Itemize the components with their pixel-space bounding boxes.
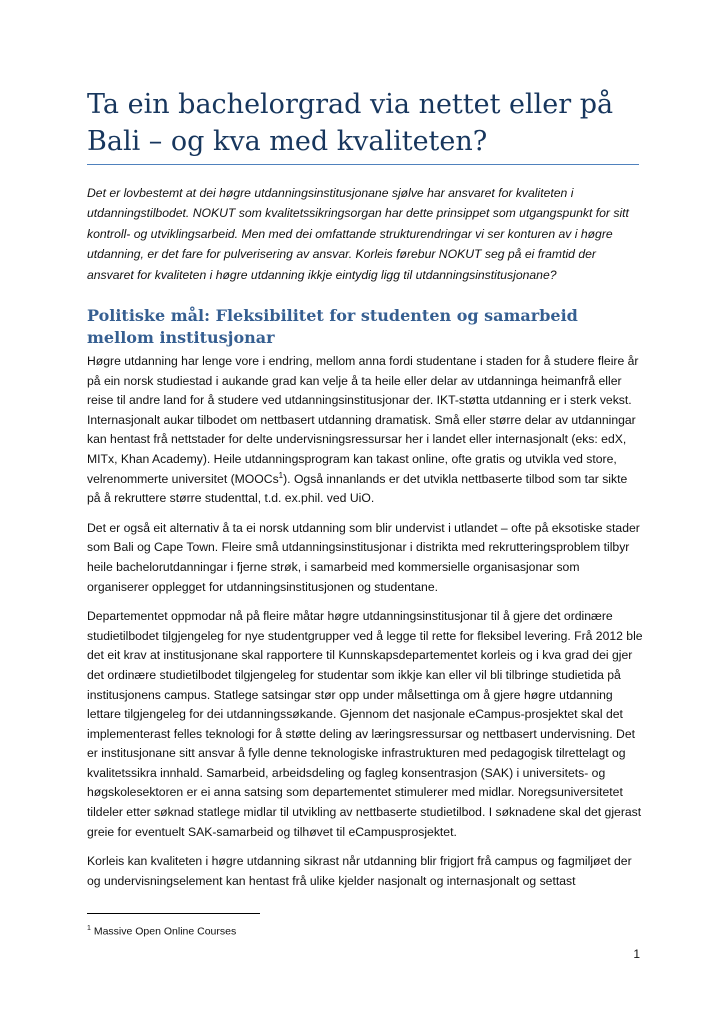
body-paragraph-3: Departementet oppmodar nå på fleire måtar høgre utdanningsinstitusjonar til å gjere det ordinære studietilbodet tilgjengeleg for nye studentgrupper ved å legge til rette for fleksibel levering. Frå 2012 ble det eit krav at institusjonane skal rapportere til Kunnskapsdepartementet korleis og i kva grad dei gjer det ordinære studietilbodet tilgjengeleg for studentar som ikkje kan eller vil bli tilbringe studietida på institusjonens campus. Statlege satsingar stør opp under målsettinga om å gjere høgre utdanning lettare tilgjengeleg for dei utdanningssøkande. Gjennom det nasjonale eCampus-prosjektet skal det implementerast felles teknologi for å støtte deling av læringsressursar og nettbasert undervisning. Det er institusjonane sitt ansvar å fylle denne teknologiske infrastrukturen med pedagogisk tilrettelagt og kvalitetssikra innhald. Samarbeid, arbeidsdeling og fagleg konsentrasjon (SAK) i universitets- og høgskolesektoren er ei anna satsing som departementet stimulerer med midlar. Noregsuniversitetet tildeler etter søknad statlege midlar til utvikling av nettbaserte studietilbod. I søknadene skal det gjerast greie for eventuelt SAK-samarbeid og tilhøvet til eCampusprosjektet. xyxy=(87,609,643,839)
body-paragraph-1 xyxy=(87,352,643,509)
paragraph-1-text: Høgre utdanning har lenge vore i endring, mellom anna fordi studentane i staden for å studere fleire år på ein norsk studiestad i aukande grad kan velje å ta heile eller delar av utdanninga heimanfrå eller reise til andre land for å studere ved utdanningsinstitusjonar der. IKT-støtta utdanning er i sterk vekst. Internasjonalt aukar tilbodet om nettbasert utdanning dramatisk. Små eller større delar av utdanningar kan hentast frå nettstader for delte undervisningsressursar her i landet eller internasjonalt (eks: edX, MITx, Khan Academy). Heile utdanningsprogram kan takast online, ofte gratis og utvikla ved store, velrenommerte universitet (MOOCs xyxy=(87,354,639,486)
body-paragraph-4: Korleis kan kvaliteten i høgre utdanning sikrast når utdanning blir frigjort frå campus og fagmiljøet der og undervisningselement kan hentast frå ulike kjelder nasjonalt og internasjonalt og settast xyxy=(87,854,632,888)
footnote-reference[interactable]: 1 xyxy=(278,470,284,480)
section-heading: Politiske mål: Fleksibilitet for studenten og samarbeid mellom institusjonar xyxy=(87,306,578,347)
body-text xyxy=(87,352,643,901)
footnote xyxy=(87,921,487,940)
footnote-text: Massive Open Online Courses xyxy=(90,925,237,938)
body-paragraph-2: Det er også eit alternativ å ta ei norsk utdanning som blir undervist i utlandet – ofte på eksotiske stader som Bali og Cape Town. Fleire små utdanningsinstitusjonar i distrikta med rekrutteringsproblem tilbyr heile bachelorutdanningar i fjerne strøk, i samarbeid med kommersielle organisasjonar som organiserer opplegget for utdanningsinstitusjonen og studentane. xyxy=(87,520,640,594)
footnote-divider xyxy=(87,913,260,914)
lead-paragraph: Det er lovbestemt at dei høgre utdanningsinstitusjonane sjølve har ansvaret for kvaliteten i utdanningstilbodet. NOKUT som kvalitetssikringsorgan har dette prinsippet som utgangspunkt for sitt kontroll- og utviklingsarbeid. Men med dei omfattande strukturendringar vi ser konturen av i høgre utdanning, er det fare for pulverisering av ansvar. Korleis førebur NOKUT seg på ei framtid der ansvaret for kvaliteten i høgre utdanning ikkje eintydig ligg til utdanningsinstitusjonane? xyxy=(87,186,629,282)
paragraph-1-continuation: ). Også innanlands er det utvikla nettbaserte tilbod som tar sikte på å rekruttere større studenttal, t.d. ex.phil. ved UiO. xyxy=(87,471,628,506)
footnote-number: 1 xyxy=(87,925,91,932)
title-divider xyxy=(87,164,639,165)
document-title: Ta ein bachelorgrad via nettet eller på Bali – og kva med kvaliteten? xyxy=(87,89,614,157)
page-number: 1 xyxy=(633,947,640,961)
